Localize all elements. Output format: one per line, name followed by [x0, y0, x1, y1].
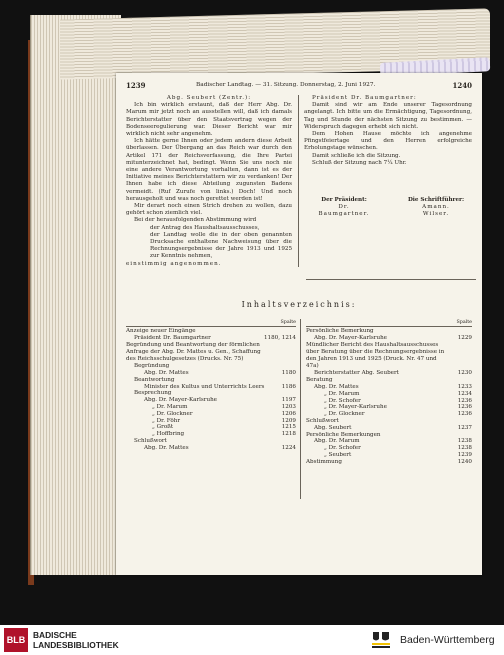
toc-entry-page: 1180, 1214 — [263, 334, 296, 341]
toc-entry-label: „ Dr. Marum — [152, 403, 188, 410]
toc-entry-label: „ Dr. Glockner — [152, 410, 193, 417]
toc-entry-label: Berichterstatter Abg. Seubert — [314, 370, 399, 377]
toc-entry-label: „ Dr. Schofer — [324, 397, 361, 404]
right-column-paragraph: Präsident Dr. Baumgartner: — [312, 95, 417, 101]
left-column-paragraph: Mir derart noch einen Strich drehen zu wollen, dazu gehört schon ziemlich viel. — [126, 203, 292, 217]
right-column-paragraph: Dem Hohen Hause möchte ich angenehme Pfingstfeiertage und den Herren erfolgreiche Erholungstage wünschen. — [304, 131, 472, 152]
left-column-paragraph: Abg. Seubert (Zentr.): — [166, 95, 252, 101]
toc-entry-label: „ Dr. Marum — [324, 390, 360, 397]
toc-entry — [306, 425, 472, 432]
toc-entry — [306, 404, 472, 411]
toc-entry — [306, 438, 472, 445]
toc-entry-label: Besprechung — [134, 390, 172, 397]
toc-entry-label: Begründung und Beantwortung der förmlichen Anfrage der Abg. Dr. Mattes u. Gen., Schaffung des Reichsschulgesetzes (Drucks. Nr. 75) — [126, 341, 261, 362]
toc-entry — [306, 445, 472, 452]
footer-bar — [0, 625, 504, 655]
page-edges-left — [30, 15, 121, 575]
toc-entry-page: 1236 — [457, 397, 472, 404]
toc-entry — [126, 438, 296, 445]
toc-entry-label: „ Seubert — [324, 451, 352, 458]
toc-entry — [306, 342, 472, 371]
toc-entry — [126, 411, 296, 418]
president-title: Der Präsident: — [321, 197, 367, 203]
toc-entry — [306, 335, 472, 342]
toc-entry — [126, 397, 296, 404]
toc-entry — [126, 404, 296, 411]
toc-entry-page: 1236 — [457, 404, 472, 411]
toc-entry-page: 1229 — [457, 334, 472, 341]
toc-entry-page: 1238 — [457, 445, 472, 452]
right-column-paragraph: Damit sind wir am Ende unserer Tagesordnung angelangt. Ich bitte um die Ermächtigung, Tagesordnung, Tag und Stunde der nächsten Sitzung zu bestimmen. — Widerspruch dagegen erhebt sich nicht. — [304, 102, 472, 130]
left-column-paragraph: Ich hätte gerne Ihnen oder jedem andern diese Arbeit überlassen. Der Übergang an das Reich war durch den Artikel 171 der Reichsverfassung, die Ihre Partei mitunterzeichnet hat, bedingt. Wenn Sie uns noch nie eine andere Verantwortung vorhalten, dann ist es der Initiative meines Berichterstattern wir zu verdanken! Der Ihnen habe ich diese Abteilung zugunsten Badens vermeidt. (Ruf Zurufe von links.) Doch! Und noch herausgeholt und was noch gerettet werden ist! — [126, 138, 292, 202]
toc-entry — [306, 328, 472, 335]
toc-entry — [126, 418, 296, 425]
toc-entry — [306, 370, 472, 377]
toc-entry-label: Beratung — [306, 377, 333, 384]
toc-entry-label: „ Dr. Föhr — [152, 417, 180, 424]
toc-entry — [126, 390, 296, 397]
toc-entry-page: 1218 — [281, 431, 296, 438]
toc-entry — [306, 377, 472, 384]
blb-line-2: LANDESBIBLIOTHEK — [33, 640, 119, 650]
toc-entry-page: 1203 — [281, 403, 296, 410]
left-column-paragraph: der Antrag des Haushaltsausschusses, — [150, 224, 260, 231]
toc-entry — [306, 432, 472, 439]
toc-entry-label: Beantwortung — [134, 376, 175, 383]
left-column-paragraph: Bei der herausfolgenden Abstimmung wird — [134, 217, 257, 224]
toc-entry-page: 1224 — [281, 444, 296, 451]
toc-entry — [306, 418, 472, 425]
left-column-paragraph: der Landtag wolle die in der oben genannten Drucksache enthaltene Nachweisung über die Rechnungsergebnisse der Jahre 1913 und 1925 zur Kenntnis nehmen, — [150, 231, 292, 260]
page-number-left: 1239 — [126, 81, 146, 90]
toc-entry-label: Präsident Dr. Baumgartner — [134, 334, 211, 341]
toc-left-heading: Spalte — [280, 320, 296, 325]
toc-entry-label: Abg. Dr. Mattes — [144, 444, 189, 451]
toc-entry-label: Mündlicher Bericht des Haushaltsausschusses über Beratung über die Rechnungsergebnisse in den Jahren 1913 und 1925 (Druck. Nr. 47 und 47a) — [306, 341, 445, 370]
toc-entry-label: Schlußwort — [134, 437, 167, 444]
toc-right-column — [306, 319, 472, 465]
running-title: Badischer Landtag. — 31. Sitzung. Donnerstag, 2. Juni 1927. — [196, 82, 376, 88]
toc-entry — [126, 384, 296, 391]
toc-entry-label: „ Dr. Schofer — [324, 445, 361, 452]
left-column-paragraph: einstimmig angenommen. — [126, 260, 222, 267]
toc-entry-label: Persönliche Bemerkung — [306, 328, 374, 334]
secretary-name-2: Wilser. — [422, 211, 450, 218]
toc-entry-label: Abg. Dr. Marum — [314, 438, 360, 445]
toc-entry — [306, 452, 472, 459]
toc-entry — [306, 459, 472, 466]
toc-entry-label: „ Großt — [152, 424, 174, 431]
toc-entry — [306, 391, 472, 398]
toc-entry-label: Minister des Kultus und Unterrichts Leers — [144, 383, 265, 390]
blb-name[interactable] — [33, 630, 119, 650]
toc-entry-page: 1186 — [281, 383, 296, 390]
bw-lions-icon — [370, 630, 392, 650]
president-name: Dr. Baumgartner. — [318, 204, 370, 218]
toc-entry-page: 1240 — [457, 458, 472, 465]
toc-entry — [126, 424, 296, 431]
toc-entry-label: Abg. Dr. Mayer-Karlsruhe — [144, 397, 217, 404]
toc-entry-page: 1236 — [457, 411, 472, 418]
toc-entry-label: Abstimmung — [306, 458, 342, 465]
running-header — [126, 82, 472, 92]
toc-entry — [306, 384, 472, 391]
toc-entry — [126, 335, 296, 342]
left-text-column — [126, 95, 292, 268]
toc-entry — [126, 328, 296, 335]
toc-entry-page: 1180 — [281, 370, 296, 376]
toc-entry-page: 1234 — [457, 390, 472, 397]
section-rule — [306, 279, 476, 280]
toc-entry-page: 1237 — [457, 424, 472, 431]
toc-entry-label: „ Hoffbring — [152, 431, 185, 438]
toc-entry-page: 1197 — [281, 397, 296, 404]
toc-entry — [126, 342, 296, 364]
right-text-column — [304, 95, 472, 167]
toc-entry-page: 1230 — [457, 370, 472, 377]
toc-right-heading: Spalte — [456, 320, 472, 325]
right-column-paragraph: Schluß der Sitzung nach 7¼ Uhr. — [312, 159, 407, 166]
toc-entry-page: 1206 — [281, 410, 296, 417]
toc-entry — [306, 411, 472, 418]
blb-line-1: BADISCHE — [33, 630, 77, 640]
toc-entry-label: Schlußwort — [306, 417, 339, 424]
toc-right-rule — [306, 326, 472, 327]
toc-entry-page: 1209 — [281, 417, 296, 424]
toc-divider — [300, 319, 301, 499]
right-column-paragraph: Damit schließe ich die Sitzung. — [312, 152, 401, 159]
toc-entry-page: 1215 — [281, 424, 296, 431]
secretary-title: Die Schriftführer: — [407, 197, 465, 203]
bw-label[interactable]: Baden-Württemberg — [400, 634, 495, 646]
left-column-paragraph: Ich bin wirklich erstaunt, daß der Herr Abg. Dr. Marum mir jetzt noch an ausstellen will, daß ich damals Berichterstatter über den Staatsvertrag wegen der Bodenseeregulierung war. Dieser Bericht war mir wirklich nicht sehr angenehm. — [126, 102, 292, 138]
toc-entry — [306, 398, 472, 405]
toc-entry — [126, 431, 296, 438]
toc-entry — [126, 370, 296, 377]
toc-entry-page: 1233 — [457, 384, 472, 390]
toc-entry-label: Abg. Seubert — [314, 424, 352, 431]
toc-entry-label: Anzeige neuer Eingänge — [126, 328, 196, 334]
toc-entry-label: Abg. Dr. Mattes — [314, 384, 359, 390]
toc-entry — [126, 377, 296, 384]
toc-left-column — [126, 319, 296, 451]
toc-entry-label: Abg. Dr. Mayer-Karlsruhe — [314, 334, 387, 341]
toc-entry-label: „ Dr. Mayer-Karlsruhe — [324, 404, 387, 411]
toc-entry-label: „ Dr. Glockner — [324, 411, 365, 418]
blb-logo[interactable]: BLB — [4, 628, 28, 652]
toc-entry-page: 1238 — [457, 438, 472, 445]
toc-title: Inhaltsverzeichnis: — [241, 300, 357, 309]
column-divider — [298, 95, 299, 267]
toc-entry — [126, 445, 296, 452]
toc-entry-label: Begründung — [134, 363, 170, 370]
book-page — [116, 73, 482, 575]
toc-entry-label: Abg. Dr. Mattes — [144, 370, 189, 376]
toc-entry — [126, 363, 296, 370]
toc-entry-label: Persönliche Bemerkungen — [306, 431, 381, 438]
toc-entry-page: 1239 — [457, 451, 472, 458]
page-number-right: 1240 — [452, 81, 472, 90]
toc-left-rule — [126, 326, 296, 327]
secretary-name-1: Amann. — [422, 204, 450, 211]
